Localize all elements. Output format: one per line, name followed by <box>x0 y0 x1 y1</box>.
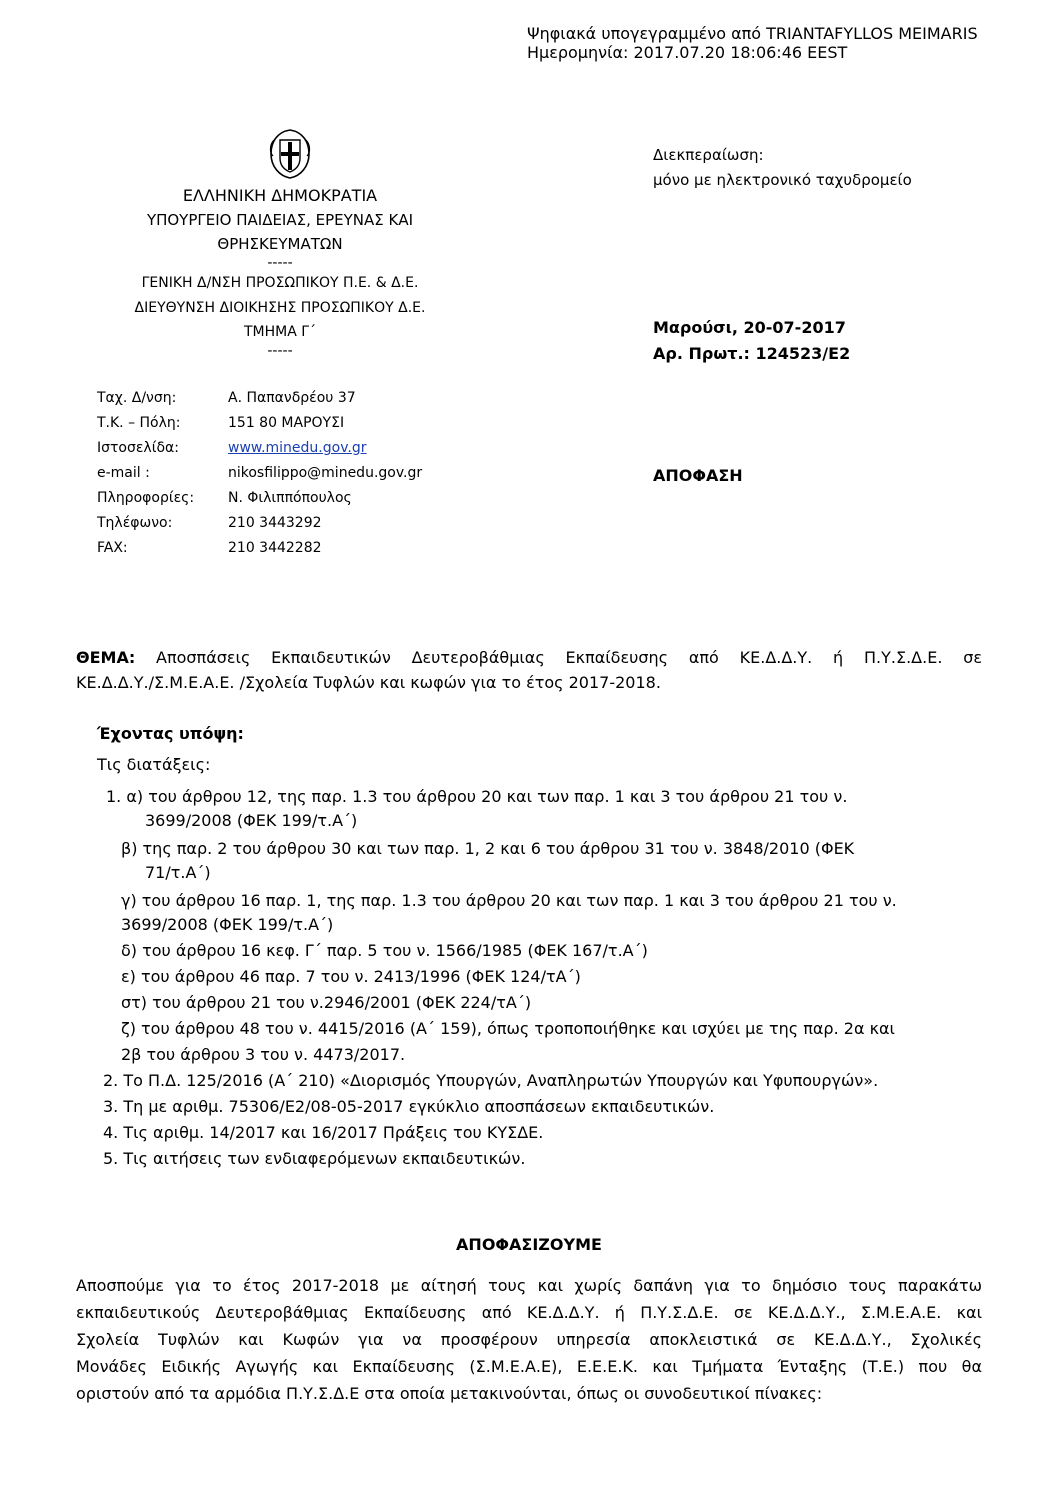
separator: ----- <box>267 255 293 271</box>
decision-paragraph-line: οριστούν από τα αρμόδια Π.Υ.Σ.Δ.Ε στα οποία μετακινούνται, όπως οι συνοδευτικοί πίνακες: <box>76 1384 823 1403</box>
contact-value: 210 3443292 <box>228 515 322 531</box>
list-item: 3699/2008 (ΦΕΚ 199/τ.Α΄) <box>121 915 334 934</box>
decision-paragraph-line: εκπαιδευτικούς Δευτεροβάθμιας Εκπαίδευσης από ΚΕ.Δ.Δ.Υ. ή Π.Υ.Σ.Δ.Ε. σε ΚΕ.Δ.Δ.Υ., Σ.Μ.Ε.Α.Ε. και <box>76 1303 982 1322</box>
list-item: 4. Τις αριθμ. 14/2017 και 16/2017 Πράξεις του ΚΥΣΔΕ. <box>103 1123 544 1142</box>
protocol-number: Αρ. Πρωτ.: 124523/Ε2 <box>653 344 851 363</box>
ministry-line-2: ΘΡΗΣΚΕΥΜΑΤΩΝ <box>217 235 343 253</box>
place-date: Μαρούσι, 20-07-2017 <box>653 318 846 337</box>
subject-line-2: ΚΕ.Δ.Δ.Υ./Σ.Μ.Ε.Α.Ε. /Σχολεία Τυφλών και κωφών για το έτος 2017-2018. <box>76 673 661 692</box>
list-item: 2. Το Π.Δ. 125/2016 (Α΄ 210) «Διορισμός Υπουργών, Αναπληρωτών Υπουργών και Υφυπουργών». <box>103 1071 879 1090</box>
list-item: 3. Τη με αριθμ. 75306/Ε2/08-05-2017 εγκύκλιο αποσπάσεων εκπαιδευτικών. <box>103 1097 715 1116</box>
digital-signature <box>527 24 978 62</box>
list-item: β) της παρ. 2 του άρθρου 30 και των παρ. 1, 2 και 6 του άρθρου 31 του ν. 3848/2010 (ΦΕΚ <box>121 839 855 858</box>
contact-label: Τηλέφωνο: <box>97 515 173 531</box>
coat-of-arms-icon <box>265 126 315 181</box>
ministry-header <box>130 184 430 358</box>
directorate-line-2: ΔΙΕΥΘΥΝΣΗ ΔΙΟΙΚΗΣΗΣ ΠΡΟΣΩΠΙΚΟΥ Δ.Ε. <box>134 300 426 316</box>
contact-label: e-mail : <box>97 465 150 481</box>
contact-label: Ιστοσελίδα: <box>97 440 179 456</box>
contact-value: 210 3442282 <box>228 540 322 556</box>
provisions-intro: Τις διατάξεις: <box>97 755 211 774</box>
contact-value: 151 80 ΜΑΡΟΥΣΙ <box>228 415 345 431</box>
list-item: δ) του άρθρου 16 κεφ. Γ΄ παρ. 5 του ν. 1566/1985 (ΦΕΚ 167/τ.Α΄) <box>121 941 648 960</box>
signature-date: Ημερομηνία: 2017.07.20 18:06:46 EEST <box>527 43 848 62</box>
republic-title: ΕΛΛΗΝΙΚΗ ΔΗΜΟΚΡΑΤΙΑ <box>182 186 378 205</box>
list-item: 1. α) του άρθρου 12, της παρ. 1.3 του άρθρου 20 και των παρ. 1 και 3 του άρθρου 21 του ν. <box>106 787 848 806</box>
list-item: 5. Τις αιτήσεις των ενδιαφερόμενων εκπαιδευτικών. <box>103 1149 526 1168</box>
decision-paragraph-line: Σχολεία Τυφλών και Κωφών για να προσφέρουν υπηρεσία αποκλειστικά σε ΚΕ.Δ.Δ.Υ., Σχολικές <box>76 1330 982 1349</box>
list-item: 2β του άρθρου 3 του ν. 4473/2017. <box>121 1045 406 1064</box>
handling-label: Διεκπεραίωση: <box>653 146 764 164</box>
ministry-line-1: ΥΠΟΥΡΓΕΙΟ ΠΑΙΔΕΙΑΣ, ΕΡΕΥΝΑΣ ΚΑΙ <box>146 211 414 229</box>
decision-heading: ΑΠΟΦΑΣΙΖΟΥΜΕ <box>456 1235 602 1254</box>
separator: ----- <box>267 343 293 359</box>
contact-label: FAX: <box>97 540 128 556</box>
contact-value: Α. Παπανδρέου 37 <box>228 390 356 406</box>
decision-label: ΑΠΟΦΑΣΗ <box>653 466 743 485</box>
decision-paragraph-line: Αποσπούμε για το έτος 2017-2018 με αίτησή τους και χωρίς δαπάνη για το δημόσιο τους παρακάτω <box>76 1276 982 1295</box>
subject-line-1 <box>76 645 982 671</box>
directorate-line-1: ΓΕΝΙΚΗ Δ/ΝΣΗ ΠΡΟΣΩΠΙΚΟΥ Π.Ε. & Δ.Ε. <box>141 275 419 291</box>
handling-value: μόνο με ηλεκτρονικό ταχυδρομείο <box>653 171 912 189</box>
list-item: ε) του άρθρου 46 παρ. 7 του ν. 2413/1996 (ΦΕΚ 124/τΑ΄) <box>121 967 581 986</box>
considering-heading: Έχοντας υπόψη: <box>97 724 244 743</box>
email-value: nikosfilippo@minedu.gov.gr <box>228 465 423 481</box>
signature-signer: Ψηφιακά υπογεγραμμένο από TRIANTAFYLLOS MEIMARIS <box>527 24 978 43</box>
list-item: 71/τ.Α΄) <box>145 863 211 882</box>
website-link[interactable]: www.minedu.gov.gr <box>228 440 367 456</box>
contact-label: Ταχ. Δ/νση: <box>97 390 177 406</box>
department: ΤΜΗΜΑ Γ΄ <box>243 324 317 340</box>
subject-text: Αποσπάσεις Εκπαιδευτικών Δευτεροβάθμιας Εκπαίδευσης από ΚΕ.Δ.Δ.Υ. ή Π.Υ.Σ.Δ.Ε. σε <box>156 648 982 667</box>
contact-value: Ν. Φιλιππόπουλος <box>228 490 352 506</box>
contact-label: Πληροφορίες: <box>97 490 195 506</box>
subject-label: ΘΕΜΑ: <box>76 648 136 667</box>
list-item: στ) του άρθρου 21 του ν.2946/2001 (ΦΕΚ 224/τΑ΄) <box>121 993 532 1012</box>
list-item: γ) του άρθρου 16 παρ. 1, της παρ. 1.3 του άρθρου 20 και των παρ. 1 και 3 του άρθρου 21 του ν. <box>121 891 897 910</box>
list-item: ζ) του άρθρου 48 του ν. 4415/2016 (Α΄ 159), όπως τροποποιήθηκε και ισχύει με της παρ. 2α και <box>121 1019 895 1038</box>
contact-label: Τ.Κ. – Πόλη: <box>97 415 181 431</box>
list-item: 3699/2008 (ΦΕΚ 199/τ.Α΄) <box>145 811 358 830</box>
decision-paragraph-line: Μονάδες Ειδικής Αγωγής και Εκπαίδευσης (Σ.Μ.Ε.Α.Ε), Ε.Ε.Ε.Κ. και Τμήματα Ένταξης (Τ.Ε.) που θα <box>76 1357 982 1376</box>
